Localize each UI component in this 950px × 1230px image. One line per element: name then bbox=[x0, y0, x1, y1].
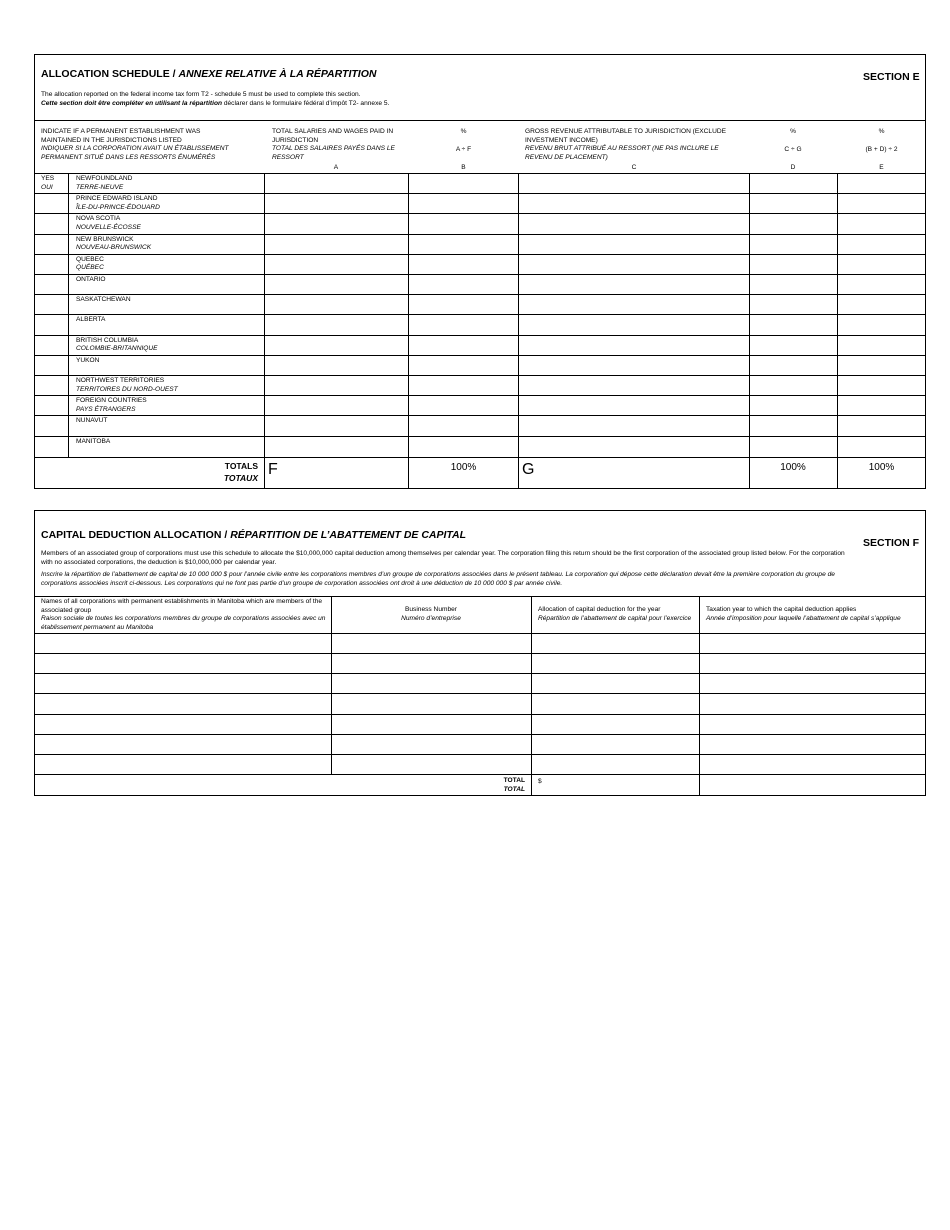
salaries-input-cell[interactable] bbox=[265, 295, 407, 313]
yes-checkbox-cell[interactable] bbox=[35, 376, 67, 394]
yes-checkbox-cell[interactable] bbox=[35, 416, 67, 434]
yes-checkbox-cell[interactable] bbox=[35, 437, 67, 455]
section-e-note-en: The allocation reported on the federal income tax form T2 - schedule 5 must be used to complete this section. bbox=[41, 91, 361, 98]
section-f-label: SECTION F bbox=[863, 537, 920, 549]
jurisdiction-name bbox=[76, 377, 178, 394]
jurisdiction-name bbox=[76, 195, 160, 212]
percent-b-cell[interactable] bbox=[409, 255, 517, 273]
percent-b-cell[interactable] bbox=[409, 275, 517, 293]
business-number-cell[interactable] bbox=[332, 674, 530, 692]
taxation-year-cell[interactable] bbox=[700, 755, 925, 773]
col-a-header: TOTAL SALARIES AND WAGES PAID IN JURISDICTION TOTAL DES SALAIRES PAYÉS DANS LE RESSORT bbox=[272, 128, 395, 161]
jurisdiction-name-en: NOVA SCOTIA bbox=[76, 215, 121, 223]
percent-d-cell[interactable] bbox=[750, 194, 836, 212]
corporation-name-cell[interactable] bbox=[35, 715, 330, 733]
section-f-title: CAPITAL DEDUCTION ALLOCATION / RÉPARTITION DE L’ABATTEMENT DE CAPITAL bbox=[41, 529, 467, 541]
jurisdiction-name bbox=[76, 276, 106, 285]
corporation-name-cell[interactable] bbox=[35, 654, 330, 672]
corporation-name-cell[interactable] bbox=[35, 634, 330, 652]
f-total-row-top bbox=[34, 774, 926, 775]
revenue-input-cell[interactable] bbox=[519, 396, 748, 414]
col-establishment-header: INDICATE IF A PERMANENT ESTABLISHMENT WAS MAINTAINED IN THE JURISDICTIONS LISTED INDIQUER SI LA CORPORATION AVAIT UN ÉTABLISSEMENT PERMANENT SITUÉ DANS LES RESSORTS ÉNUMÉRÉS bbox=[41, 128, 229, 161]
corporation-name-cell[interactable] bbox=[35, 735, 330, 753]
jurisdiction-name-fr: TERRE-NEUVE bbox=[76, 183, 124, 191]
percent-e-cell[interactable] bbox=[838, 356, 925, 374]
revenue-input-cell[interactable] bbox=[519, 174, 748, 192]
percent-e-cell[interactable] bbox=[838, 235, 925, 253]
col-d-symbol: % bbox=[790, 128, 796, 135]
business-number-cell[interactable] bbox=[332, 715, 530, 733]
jurisdiction-name bbox=[76, 236, 151, 253]
jurisdiction-name-fr: QUÉBEC bbox=[76, 264, 104, 272]
percent-d-cell[interactable] bbox=[750, 214, 836, 232]
jurisdiction-name bbox=[76, 337, 158, 354]
jurisdiction-name-fr: NOUVELLE-ÉCOSSE bbox=[76, 223, 141, 231]
yes-checkbox-cell[interactable] bbox=[35, 214, 67, 232]
total-b-percent: 100% bbox=[450, 462, 477, 473]
section-e-label: SECTION E bbox=[863, 71, 920, 83]
revenue-input-cell[interactable] bbox=[519, 356, 748, 374]
jurisdiction-name bbox=[76, 357, 99, 366]
percent-e-cell[interactable] bbox=[838, 437, 925, 455]
jurisdiction-name-en: ONTARIO bbox=[76, 276, 106, 283]
percent-e-cell[interactable] bbox=[838, 194, 925, 212]
col-c-letter: C bbox=[631, 164, 637, 171]
percent-d-cell[interactable] bbox=[750, 376, 836, 394]
col-d-letter: D bbox=[790, 164, 796, 171]
jurisdiction-name-en: ALBERTA bbox=[76, 316, 106, 324]
percent-d-cell[interactable] bbox=[750, 336, 836, 354]
salaries-input-cell[interactable] bbox=[265, 416, 407, 434]
col-b-letter: B bbox=[461, 164, 466, 171]
jurisdiction-name bbox=[76, 256, 104, 273]
percent-b-cell[interactable] bbox=[409, 396, 517, 414]
percent-d-cell[interactable] bbox=[750, 295, 836, 313]
percent-d-cell[interactable] bbox=[750, 315, 836, 333]
allocation-cell[interactable] bbox=[532, 735, 698, 753]
percent-e-cell[interactable] bbox=[838, 214, 925, 232]
allocation-cell[interactable] bbox=[532, 654, 698, 672]
jurisdiction-name-en: NUNAVUT bbox=[76, 417, 108, 425]
col-names-header: Names of all corporations with permanent establishments in Manitoba which are members of the associated group Raison sociale de toutes les corporations membres du groupe de corporations associées avec un établissement permanent au Manitoba bbox=[41, 598, 326, 631]
percent-b-cell[interactable] bbox=[409, 315, 517, 333]
taxation-year-cell[interactable] bbox=[700, 715, 925, 733]
col-b-formula: A ÷ F bbox=[455, 146, 472, 153]
taxation-year-cell[interactable] bbox=[700, 735, 925, 753]
percent-e-cell[interactable] bbox=[838, 396, 925, 414]
totals-label: TOTALS TOTAUX bbox=[223, 461, 258, 483]
salaries-input-cell[interactable] bbox=[265, 356, 407, 374]
percent-d-cell[interactable] bbox=[750, 174, 836, 192]
col-a-letter: A bbox=[333, 164, 339, 171]
percent-b-cell[interactable] bbox=[409, 194, 517, 212]
business-number-cell[interactable] bbox=[332, 694, 530, 712]
jurisdiction-name-fr: COLOMBIE-BRITANNIQUE bbox=[76, 345, 158, 353]
percent-b-cell[interactable] bbox=[409, 214, 517, 232]
yes-checkbox-cell[interactable] bbox=[35, 315, 67, 333]
section-f-paragraph-en: Members of an associated group of corporations must use this schedule to allocate the $10,000,000 capital deduction among themselves per calendar year. The corporation filing this return should be the first corporation of the associated group listed below. For the corporation with no associated corporations, the deduction is $10,000,000 per calendar year. bbox=[41, 550, 845, 566]
percent-b-cell[interactable] bbox=[409, 437, 517, 455]
salaries-input-cell[interactable] bbox=[265, 376, 407, 394]
col-c-header: GROSS REVENUE ATTRIBUTABLE TO JURISDICTION (EXCLUDE INVESTMENT INCOME) REVENU BRUT ATTRIBUÉ AU RESSORT (NE PAS INCLURE LE REVENU DE PLACEMENT) bbox=[525, 128, 727, 161]
jurisdiction-name-en: BRITISH COLUMBIA bbox=[76, 336, 139, 344]
allocation-cell[interactable] bbox=[532, 694, 698, 712]
taxation-year-cell[interactable] bbox=[700, 654, 925, 672]
percent-d-cell[interactable] bbox=[750, 437, 836, 455]
yes-checkbox-cell[interactable] bbox=[35, 396, 67, 414]
percent-d-cell[interactable] bbox=[750, 356, 836, 374]
section-e-note-fr: Cette section doit être compléter en utilisant la répartition déclarer dans le formulaire fédéral d’impôt T2- annexe 5. bbox=[41, 100, 390, 107]
revenue-input-cell[interactable] bbox=[519, 194, 748, 212]
f-total-label: TOTAL TOTAL bbox=[503, 777, 525, 793]
percent-b-cell[interactable] bbox=[409, 235, 517, 253]
jurisdiction-name-fr: TERRITOIRES DU NORD-OUEST bbox=[76, 385, 178, 393]
jurisdiction-name-fr: PAYS ÉTRANGERS bbox=[76, 405, 136, 413]
revenue-input-cell[interactable] bbox=[519, 275, 748, 293]
jurisdiction-name-en: QUEBEC bbox=[76, 255, 104, 263]
jurisdiction-name bbox=[76, 296, 131, 305]
percent-e-cell[interactable] bbox=[838, 376, 925, 394]
revenue-input-cell[interactable] bbox=[519, 376, 748, 394]
total-e-percent: 100% bbox=[868, 462, 895, 473]
total-allocation-cell[interactable] bbox=[532, 775, 698, 794]
revenue-input-cell[interactable] bbox=[519, 214, 748, 232]
business-number-cell[interactable] bbox=[332, 735, 530, 753]
col-business-number-header: Business Number Numéro d’entreprise bbox=[401, 606, 461, 622]
percent-d-cell[interactable] bbox=[750, 396, 836, 414]
revenue-input-cell[interactable] bbox=[519, 336, 748, 354]
salaries-input-cell[interactable] bbox=[265, 194, 407, 212]
revenue-input-cell[interactable] bbox=[519, 295, 748, 313]
yes-checkbox-cell[interactable] bbox=[35, 235, 67, 253]
section-e-header-top bbox=[34, 120, 926, 121]
total-g: G bbox=[522, 461, 535, 478]
taxation-year-cell[interactable] bbox=[700, 694, 925, 712]
salaries-input-cell[interactable] bbox=[265, 336, 407, 354]
percent-d-cell[interactable] bbox=[750, 416, 836, 434]
salaries-input-cell[interactable] bbox=[265, 437, 407, 455]
salaries-input-cell[interactable] bbox=[265, 315, 407, 333]
salaries-input-cell[interactable] bbox=[265, 174, 407, 192]
percent-d-cell[interactable] bbox=[750, 235, 836, 253]
totals-row-top bbox=[34, 457, 926, 458]
jurisdiction-name-fr: ÎLE-DU-PRINCE-ÉDOUARD bbox=[76, 203, 160, 211]
salaries-input-cell[interactable] bbox=[265, 255, 407, 273]
jurisdiction-name bbox=[76, 438, 110, 447]
percent-e-cell[interactable] bbox=[838, 315, 925, 333]
jurisdiction-name-en: NEW BRUNSWICK bbox=[76, 235, 134, 243]
percent-e-cell[interactable] bbox=[838, 275, 925, 293]
revenue-input-cell[interactable] bbox=[519, 315, 748, 333]
percent-b-cell[interactable] bbox=[409, 295, 517, 313]
jurisdiction-name-en: NORTHWEST TERRITORIES bbox=[76, 377, 165, 384]
allocation-cell[interactable] bbox=[532, 755, 698, 773]
total-year-cell[interactable] bbox=[700, 775, 925, 794]
business-number-cell[interactable] bbox=[332, 755, 530, 773]
percent-b-cell[interactable] bbox=[409, 416, 517, 434]
section-f-paragraph-fr: Inscrire la répartition de l’abattement de capital de 10 000 000 $ pour l’année civile entre les corporations membres d’un groupe de corporations associées dans le présent tableau. La corporation qui dépose cette déclaration devait être la première corporation du groupe de corporations associées inscrit ci-dessous. Les corporations qui ne font pas partie d’un groupe de corporation associées ont droit à une déduction de 10 000 000 $ par année civile. bbox=[41, 571, 835, 587]
jurisdiction-name bbox=[76, 417, 107, 426]
jurisdiction-name-en: NEWFOUNDLAND bbox=[76, 175, 133, 182]
percent-b-cell[interactable] bbox=[409, 336, 517, 354]
yes-checkbox-cell[interactable] bbox=[35, 194, 67, 212]
jurisdiction-name bbox=[76, 397, 147, 414]
total-f: F bbox=[268, 461, 278, 478]
salaries-input-cell[interactable] bbox=[265, 235, 407, 253]
percent-b-cell[interactable] bbox=[409, 174, 517, 192]
allocation-cell[interactable] bbox=[532, 634, 698, 652]
yes-checkbox-cell[interactable] bbox=[35, 255, 67, 273]
yes-checkbox-cell[interactable] bbox=[35, 295, 67, 313]
revenue-input-cell[interactable] bbox=[519, 235, 748, 253]
col-b-symbol: % bbox=[460, 128, 467, 135]
jurisdiction-name bbox=[76, 175, 132, 192]
total-d-percent: 100% bbox=[780, 462, 806, 473]
jurisdiction-name-en: PRINCE EDWARD ISLAND bbox=[76, 195, 158, 203]
revenue-input-cell[interactable] bbox=[519, 416, 748, 434]
revenue-input-cell[interactable] bbox=[519, 255, 748, 273]
col-e-symbol: % bbox=[878, 128, 885, 135]
yes-checkbox-cell[interactable] bbox=[35, 356, 67, 374]
jurisdiction-name-fr: NOUVEAU-BRUNSWICK bbox=[76, 244, 152, 252]
percent-e-cell[interactable] bbox=[838, 295, 925, 313]
taxation-year-cell[interactable] bbox=[700, 634, 925, 652]
section-f-header-top bbox=[34, 596, 926, 597]
corporation-name-cell[interactable] bbox=[35, 694, 330, 712]
jurisdiction-name bbox=[76, 316, 105, 325]
business-number-cell[interactable] bbox=[332, 654, 530, 672]
jurisdiction-name-en: FOREIGN COUNTRIES bbox=[76, 397, 147, 405]
business-number-cell[interactable] bbox=[332, 634, 530, 652]
col-taxation-year-header: Taxation year to which the capital deduction applies Année d’imposition pour laquelle l’abattement de capital s’applique bbox=[706, 606, 901, 622]
allocation-cell[interactable] bbox=[532, 715, 698, 733]
col-allocation-header: Allocation of capital deduction for the year Répartition de l’abattement de capital pour l’exercice bbox=[538, 606, 692, 622]
taxation-year-cell[interactable] bbox=[700, 674, 925, 692]
revenue-input-cell[interactable] bbox=[519, 437, 748, 455]
jurisdiction-name bbox=[76, 215, 141, 232]
salaries-input-cell[interactable] bbox=[265, 214, 407, 232]
col-e-letter: E bbox=[879, 164, 884, 171]
percent-e-cell[interactable] bbox=[838, 174, 925, 192]
percent-b-cell[interactable] bbox=[409, 376, 517, 394]
percent-d-cell[interactable] bbox=[750, 275, 836, 293]
salaries-input-cell[interactable] bbox=[265, 275, 407, 293]
col-e-formula: (B + D) ÷ 2 bbox=[865, 146, 898, 153]
yes-checkbox-cell[interactable] bbox=[35, 275, 67, 293]
salaries-input-cell[interactable] bbox=[265, 396, 407, 414]
section-e-title: ALLOCATION SCHEDULE / ANNEXE RELATIVE À LA RÉPARTITION bbox=[41, 68, 377, 80]
percent-b-cell[interactable] bbox=[409, 356, 517, 374]
col-d-formula: C ÷ G bbox=[784, 146, 802, 153]
percent-e-cell[interactable] bbox=[838, 255, 925, 273]
allocation-cell[interactable] bbox=[532, 674, 698, 692]
corporation-name-cell[interactable] bbox=[35, 674, 330, 692]
f-total-dollar: $ bbox=[538, 778, 542, 785]
percent-d-cell[interactable] bbox=[750, 255, 836, 273]
jurisdiction-name-en: YUKON bbox=[76, 356, 100, 364]
corporation-name-cell[interactable] bbox=[35, 755, 330, 773]
yes-label: YES OUI bbox=[41, 175, 55, 191]
jurisdiction-name-en: SASKATCHEWAN bbox=[76, 296, 131, 304]
jurisdiction-name-en: MANITOBA bbox=[76, 437, 111, 445]
yes-checkbox-cell[interactable] bbox=[35, 336, 67, 354]
percent-e-cell[interactable] bbox=[838, 416, 925, 434]
percent-e-cell[interactable] bbox=[838, 336, 925, 354]
